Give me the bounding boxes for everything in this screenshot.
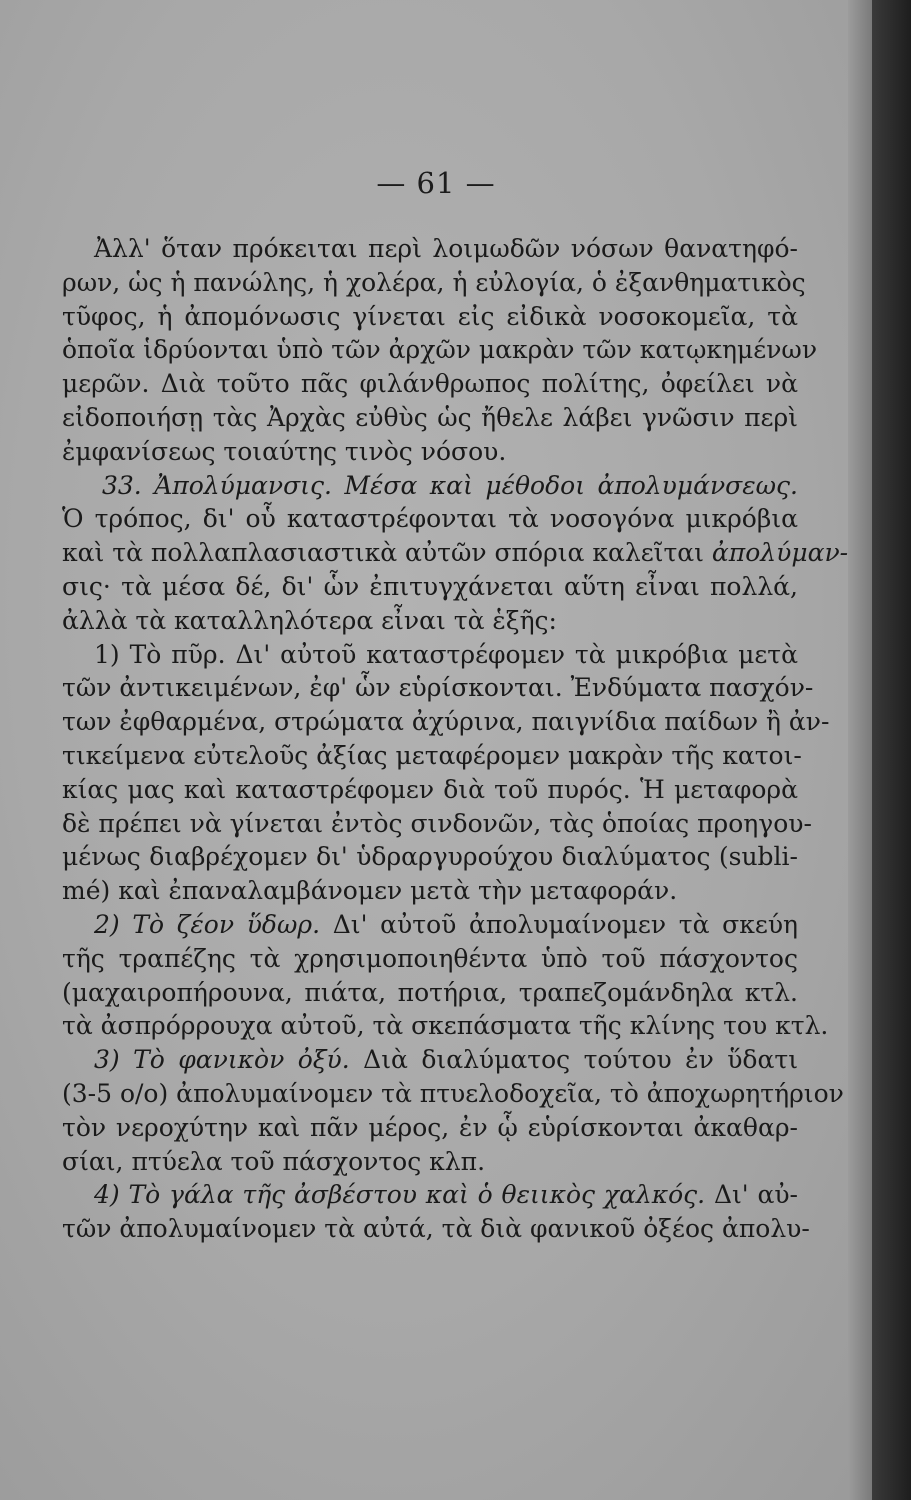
body-text	[62, 232, 849, 1246]
text-line: τικείμενα εὐτελοῦς ἀξίας μεταφέρομεν μακρὰν τῆς κατοι-	[62, 740, 802, 770]
text-line: ὁποῖα ἱδρύονται ὑπὸ τῶν ἀρχῶν μακρὰν τῶν κατῳκημένων	[62, 335, 818, 365]
text-line: (3-5 o/o) ἀπολυμαίνομεν τὰ πτυελοδοχεῖα, τὸ ἀποχωρητήριον	[62, 1078, 844, 1108]
text-line-part: Δι' αὐτοῦ καταστρέφομεν τὰ μικρόβια μετὰ	[235, 639, 798, 669]
text-line: τὸν νεροχύτην καὶ πᾶν μέρος, ἐν ᾧ εὑρίσκονται ἀκαθαρ-	[62, 1112, 798, 1142]
text-line: μερῶν. Διὰ τοῦτο πᾶς φιλάνθρωπος πολίτης, ὀφείλει νὰ	[62, 369, 798, 399]
text-line: τῶν ἀπολυμαίνομεν τὰ αὐτά, τὰ διὰ φανικοῦ ὀξέος ἀπολυ-	[62, 1214, 810, 1244]
text-line: μένως διαβρέχομεν δι' ὑδραργυρούχου διαλύματος (subli-	[62, 842, 798, 872]
text-line: (μαχαιροπήρουνα, πιάτα, ποτήρια, τραπεζομάνδηλα κτλ.	[62, 977, 798, 1007]
italic-term: ἀπολύμαν-	[711, 538, 849, 568]
list-item-boiling-water	[62, 908, 798, 942]
text-line: δὲ πρέπει νὰ γίνεται ἐντὸς σινδονῶν, τὰς ὁποίας προηγου-	[62, 808, 812, 838]
text-line-part: Δι' αὐ-	[713, 1180, 799, 1210]
text-line: τῦφος, ἡ ἀπομόνωσις γίνεται εἰς εἰδικὰ νοσοκομεῖα, τὰ	[62, 301, 798, 331]
text-line: ἐμφανίσεως τοιαύτης τινὸς νόσου.	[62, 436, 507, 466]
page-edge-shadow	[848, 0, 872, 1500]
text-line: τῆς τραπέζης τὰ χρησιμοποιηθέντα ὑπὸ τοῦ πάσχοντος	[62, 943, 798, 973]
page-number: — 61 —	[376, 166, 496, 200]
item-label: 2) Τὸ ζέον ὕδωρ.	[94, 909, 321, 939]
text-line	[62, 536, 849, 570]
book-spine	[872, 0, 911, 1500]
text-line-part: Δι' αὐτοῦ ἀπολυμαίνομεν τὰ σκεύη	[332, 909, 798, 939]
item-label: 3) Τὸ φανικὸν ὀξύ.	[94, 1045, 350, 1075]
text-line: τῶν ἀντικειμένων, ἐφ' ὧν εὑρίσκονται. Ἐνδύματα πασχόν-	[62, 673, 814, 703]
text-line: ἀλλὰ τὰ καταλληλότερα εἶναι τὰ ἑξῆς:	[62, 605, 557, 635]
text-line: τὰ ἀσπρόρρουχα αὐτοῦ, τὰ σκεπάσματα τῆς κλίνης του κτλ.	[62, 1011, 829, 1041]
list-item-lime-copper	[62, 1178, 798, 1212]
text-line: σις· τὰ μέσα δέ, δι' ὧν ἐπιτυγχάνεται αὕτη εἶναι πολλά,	[62, 571, 798, 601]
text-line: κίας μας καὶ καταστρέφομεν διὰ τοῦ πυρός. Ἡ μεταφορὰ	[62, 774, 798, 804]
item-label: 1) Τὸ πῦρ.	[94, 639, 226, 669]
text-line: σίαι, πτύελα τοῦ πάσχοντος κλπ.	[62, 1146, 486, 1176]
text-line-part: Διὰ διαλύματος τούτου ἐν ὕδατι	[363, 1045, 799, 1075]
list-item-phenol	[62, 1043, 798, 1077]
text-line: Ἀλλ' ὅταν πρόκειται περὶ λοιμωδῶν νόσων θανατηφό-	[94, 234, 798, 263]
text-line: Ὁ τρόπος, δι' οὗ καταστρέφονται τὰ νοσογόνα μικρόβια	[62, 504, 798, 534]
item-label: 4) Τὸ γάλα τῆς ἀσβέστου καὶ ὁ θειικὸς χαλκός.	[94, 1180, 706, 1210]
section-heading: 33. Ἀπολύμανσις. Μέσα καὶ μέθοδοι ἀπολυμάνσεως.	[102, 470, 798, 500]
text-line: των ἐφθαρμένα, στρώματα ἀχύρινα, παιγνίδια παίδων ἢ ἀν-	[62, 707, 830, 737]
text-line: εἰδοποιήσῃ τὰς Ἀρχὰς εὐθὺς ὡς ἤθελε λάβει γνῶσιν περὶ	[62, 402, 798, 432]
text-line-part: καὶ τὰ πολλαπλασιαστικὰ αὐτῶν σπόρια καλεῖται	[62, 538, 704, 568]
text-line: ρων, ὡς ἡ πανώλης, ἡ χολέρα, ἡ εὐλογία, ὁ ἐξανθηματικὸς	[62, 267, 806, 297]
list-item-fire	[62, 638, 798, 672]
text-line: mé) καὶ ἐπαναλαμβάνομεν μετὰ τὴν μεταφοράν.	[62, 876, 678, 906]
